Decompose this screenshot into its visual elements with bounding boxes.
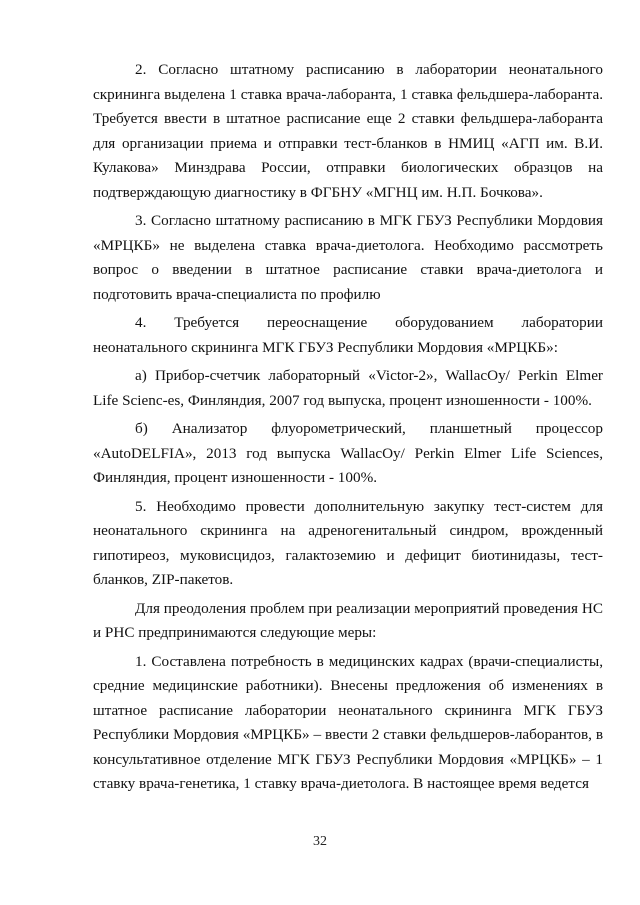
paragraph-dietitian: 3. Согласно штатному расписанию в МГК ГБУЗ Республики Мордовия «МРЦКБ» не выделена ставка врача-диетолога. Необходимо рассмотреть вопрос о введении в штатное расписание ставки врача-диетолога и подготовить врача-специалиста по профилю [93, 212, 603, 303]
paragraph-measure-1: 1. Составлена потребность в медицинских кадрах (врачи-специалисты, средние медицинские работники). Внесены предложения об изменениях в штатное расписание лаборатории неонатального скрининга МГК ГБУЗ Республики Мордовия «МРЦКБ» – ввести 2 ставки фельдшеров-лаборантов, в консультативное отделение МГК ГБУЗ Республики Мордовия «МРЦКБ» – 1 ставку врача-генетика, 1 ставку врача-диетолога. В настоящее время ведется [93, 652, 603, 792]
page-number: 32 [313, 834, 327, 849]
paragraph-equipment-a: а) Прибор-счетчик лабораторный «Victor-2», WallacOy/ Perkin Elmer Life Scienc-es, Финляндия, 2007 год выпуска, процент изношенности - 100%. [93, 367, 603, 409]
paragraph-equipment-b: б) Анализатор флуорометрический, планшетный процессор «AutoDELFIA», 2013 год выпуска WallacOy/ Perkin Elmer Life Sciences, Финляндия, процент изношенности - 100%. [93, 420, 603, 486]
paragraph-equipment: 4. Требуется переоснащение оборудованием лаборатории неонатального скрининга МГК ГБУЗ Республики Мордовия «МРЦКБ»: [93, 314, 603, 356]
body-text [93, 58, 603, 801]
paragraph-measures-intro: Для преодоления проблем при реализации мероприятий проведения НС и РНС предпринимаются следующие меры: [93, 599, 603, 641]
paragraph-test-systems: 5. Необходимо провести дополнительную закупку тест-систем для неонатального скрининга на адреногенитальный синдром, врожденный гипотиреоз, муковисцидоз, галактоземию и дефицит биотинидазы, тест-бланков, ZIP-пакетов. [93, 497, 603, 588]
paragraph-staffing-lab: 2. Согласно штатному расписанию в лаборатории неонатального скрининга выделена 1 ставка врача-лаборанта, 1 ставка фельдшера-лаборанта. Требуется ввести в штатное расписание еще 2 ставки фельдшера-лаборанта для организации приема и отправки тест-бланков в НМИЦ «АГП им. В.И. Кулакова» Минздрава России, отправки биологических образцов на подтверждающую диагностику в ФГБНУ «МГНЦ им. Н.П. Бочкова». [93, 61, 603, 201]
